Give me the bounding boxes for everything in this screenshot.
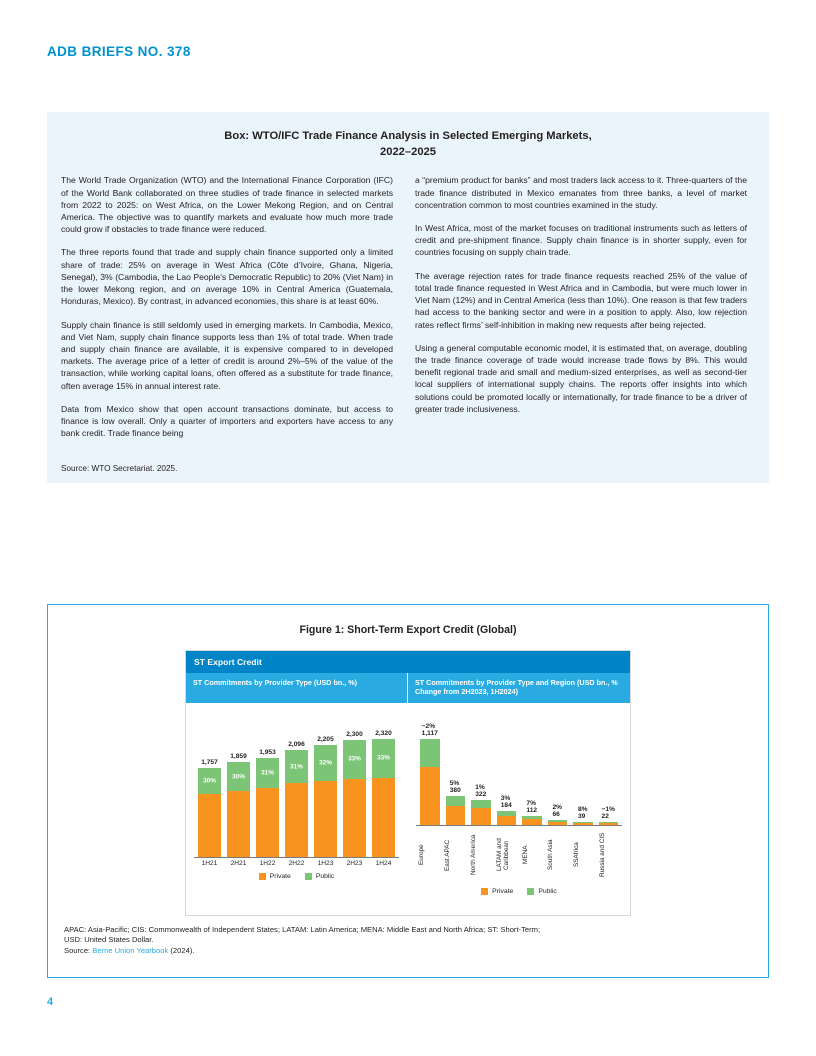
figure-notes-line1: APAC: Asia-Pacific; CIS: Commonwealth of Independent States; LATAM: Latin America; MENA: Middle East and North Africa; ST: Short-Term; bbox=[64, 925, 541, 934]
bar-column bbox=[198, 759, 221, 857]
bar-segment-public bbox=[573, 822, 593, 823]
chart-panel-left-body bbox=[186, 703, 407, 915]
bar-percent-label: 30% bbox=[232, 773, 245, 781]
bar-value-label: 7% 112 bbox=[526, 800, 538, 815]
bar-segment-public bbox=[256, 758, 279, 789]
legend-right bbox=[414, 882, 624, 902]
bar-segment-public bbox=[548, 820, 568, 822]
stacked-bar bbox=[471, 800, 491, 825]
stacked-bar bbox=[420, 739, 440, 825]
box-paragraph: Supply chain finance is still seldomly used in emerging markets. In Cambodia, Mexico, and Viet Nam, supply chain finance supports less than 1% of total trade. When trade and supply chain finance are available, it is expensive compared to in developed markets. The average price of a letter of credit is around 2%–5% of the value of the transaction, while working capital loans, often offered as a substitute for trade finance, often average 15% in annual interest rate. bbox=[61, 319, 393, 391]
bar-value-label: −1% 22 bbox=[601, 806, 615, 820]
chart-panel-right bbox=[408, 673, 630, 915]
chart-panel-right-body bbox=[408, 703, 630, 915]
x-axis-tick-label: 1H23 bbox=[317, 860, 334, 867]
x-axis-tick-label: 1H24 bbox=[375, 860, 392, 867]
bar-value-label: 1,953 bbox=[259, 748, 276, 756]
bar-segment-private bbox=[227, 791, 250, 857]
chart-panels bbox=[186, 673, 630, 915]
bar-segment-private bbox=[256, 788, 279, 857]
bar-segment-public bbox=[420, 739, 440, 766]
stacked-bar bbox=[497, 811, 517, 825]
bar-segment-public bbox=[599, 822, 619, 823]
chart-card bbox=[185, 650, 631, 916]
bar-value-label: 3% 184 bbox=[500, 794, 512, 809]
bar-column bbox=[314, 736, 337, 857]
bar-value-label: 2,205 bbox=[317, 735, 334, 743]
bar-segment-public bbox=[522, 816, 542, 819]
bar-segment-public bbox=[497, 811, 517, 816]
bar-value-label: 1% 322 bbox=[475, 784, 487, 799]
box-paragraph: The three reports found that trade and supply chain finance supported only a limited share of trade: 25% on average in West Africa (Côte d’Ivoire, Ghana, Nigeria, Senegal), 3% (Cambodia, the Lao People’s Democratic Republic) to 20% (Viet Nam) in the lower Mekong region, and on average 10% in Central America (Guatemala, Honduras, Mexico). By contrast, in advanced economies, this share is at least 60%. bbox=[61, 247, 393, 307]
legend-swatch-public-icon bbox=[527, 888, 534, 895]
bar-value-label: 2% 66 bbox=[552, 803, 563, 818]
page-number: 4 bbox=[47, 996, 54, 1008]
x-axis-tick-label: East APAC bbox=[443, 839, 451, 871]
page-header: ADB BRIEFS NO. 378 bbox=[47, 44, 191, 59]
bar-column bbox=[599, 806, 619, 825]
x-axis-tick-label: LATAM and Caribbean bbox=[495, 838, 510, 872]
figure-source-prefix: Source: bbox=[64, 945, 93, 955]
bar-segment-public bbox=[343, 740, 366, 779]
bar-percent-label: 33% bbox=[348, 755, 361, 763]
box-title-line2: 2022–2025 bbox=[380, 146, 436, 159]
x-axis-tick-label: Europe bbox=[418, 844, 425, 866]
bar-column bbox=[256, 749, 279, 857]
bar-segment-private bbox=[573, 823, 593, 825]
bar-column bbox=[446, 780, 466, 825]
x-axis-tick-label: 1H22 bbox=[259, 860, 276, 867]
stacked-bar bbox=[343, 740, 366, 857]
bar-segment-public bbox=[227, 762, 250, 790]
legend-swatch-private-icon bbox=[481, 888, 488, 895]
stacked-bar bbox=[573, 822, 593, 825]
stacked-bar bbox=[548, 820, 568, 825]
bar-column bbox=[420, 723, 440, 825]
x-axis-labels-right bbox=[414, 826, 624, 882]
bar-column bbox=[343, 731, 366, 857]
box-paragraph: Using a general computable economic model, it is estimated that, on average, doubling the trade finance coverage of trade would increase trade flows by 8%. This would benefit regional trade and small and medium-sized enterprises, as well as second-tier local suppliers of international supply chains. The reports offer insights into which solutions could be promoted locally or internationally, for trade finance to be a driver of greater trade inclusiveness. bbox=[415, 342, 747, 414]
x-axis-labels-left bbox=[192, 858, 401, 867]
bar-value-label: 8% 39 bbox=[577, 806, 588, 820]
bar-group-left bbox=[192, 707, 401, 857]
x-axis-tick-label: 2H23 bbox=[346, 860, 363, 867]
bar-column bbox=[522, 800, 542, 825]
bar-value-label: 5% 380 bbox=[449, 779, 461, 794]
figure-title: Figure 1: Short-Term Export Credit (Global) bbox=[299, 624, 517, 636]
bar-segment-private bbox=[198, 794, 221, 857]
bar-column bbox=[372, 730, 395, 857]
x-axis-tick-label: Russia and CIS bbox=[599, 832, 607, 878]
bar-percent-label: 31% bbox=[290, 763, 303, 771]
box-column-right bbox=[415, 174, 747, 450]
bar-column bbox=[471, 784, 491, 825]
bar-segment-public bbox=[446, 796, 466, 806]
legend-left bbox=[192, 867, 401, 887]
bar-segment-private bbox=[522, 819, 542, 825]
bar-segment-private bbox=[314, 781, 337, 857]
legend-label-public: Public bbox=[315, 873, 335, 880]
bar-value-label: 2,096 bbox=[288, 741, 305, 749]
bar-segment-public bbox=[285, 750, 308, 783]
bar-segment-private bbox=[548, 822, 568, 825]
box-title bbox=[61, 128, 755, 160]
bar-segment-private bbox=[372, 778, 395, 857]
bar-segment-private bbox=[420, 767, 440, 826]
bar-value-label: 1,859 bbox=[230, 753, 247, 761]
figure-source-suffix: (2024). bbox=[168, 945, 195, 955]
stacked-bar bbox=[314, 745, 337, 857]
stacked-bar bbox=[227, 762, 250, 857]
bar-percent-label: 30% bbox=[203, 777, 216, 785]
bar-value-label: 2,320 bbox=[375, 730, 392, 737]
bar-value-label: 2,300 bbox=[346, 731, 363, 739]
bar-segment-public bbox=[314, 745, 337, 781]
box-source: Source: WTO Secretariat. 2025. bbox=[61, 464, 178, 474]
legend-item-public bbox=[305, 873, 335, 880]
bar-column bbox=[285, 741, 308, 857]
bar-segment-private bbox=[497, 816, 517, 825]
figure-notes-line2: USD: United States Dollar. bbox=[64, 935, 154, 945]
legend-item-private bbox=[259, 873, 291, 880]
chart-panel-right-header: ST Commitments by Provider Type and Region (USD bn., % Change from 2H2023, 1H2024) bbox=[408, 673, 630, 703]
x-axis-tick-label: 1H21 bbox=[201, 860, 218, 867]
legend-item-private bbox=[481, 888, 513, 895]
bar-column bbox=[227, 753, 250, 857]
chart-panel-left-header: ST Commitments by Provider Type (USD bn., %) bbox=[186, 673, 407, 703]
box-paragraph: The World Trade Organization (WTO) and the International Finance Corporation (IFC) of the World Bank collaborated on three studies of trade finance in selected markets from 2022 to 2025: on West Africa, on the Lower Mekong Region, and on Central America. The objective was to quantify markets and evaluate how much more trade could grow if obstacles to trade finance were reduced. bbox=[61, 175, 393, 235]
legend-label-public: Public bbox=[538, 888, 557, 895]
bar-segment-public bbox=[372, 739, 395, 778]
bar-percent-label: 31% bbox=[261, 769, 274, 777]
box-columns bbox=[61, 174, 755, 450]
box-paragraph: The average rejection rates for trade finance requests reached 25% of the value of total trade finance requested in West Africa and in Cambodia, but were much lower in Viet Nam (12%) and in Central America (less than 10%). One reason is that few traders had access to the banking sector and were in a position to apply. Also, low rejection rates reflect firms’ self-inhibition in making new requests after being rejected. bbox=[415, 270, 747, 330]
chart-panel-left bbox=[186, 673, 408, 915]
legend-swatch-public-icon bbox=[305, 873, 312, 880]
x-axis-tick-label: 2H21 bbox=[230, 860, 247, 867]
bar-column bbox=[497, 795, 517, 825]
legend-label-private: Private bbox=[492, 888, 514, 895]
box-paragraph: In West Africa, most of the market focuses on traditional instruments such as letters of credit and pre-shipment finance. Supply chain finance is in shorter supply, even for countries focusing on supply chain trade. bbox=[415, 223, 747, 258]
x-axis-tick-label: MENA bbox=[521, 845, 529, 865]
figure-source-link[interactable]: Berne Union Yearbook bbox=[92, 945, 169, 955]
bar-segment-private bbox=[285, 783, 308, 857]
bar-column bbox=[548, 804, 568, 825]
legend-swatch-private-icon bbox=[259, 873, 266, 880]
figure-1 bbox=[47, 604, 769, 978]
x-axis-tick-label: 2H22 bbox=[288, 860, 305, 867]
bar-segment-public bbox=[198, 768, 221, 795]
bar-segment-private bbox=[471, 808, 491, 825]
box-paragraph: Data from Mexico show that open account transactions dominate, but access to finance is low overall. Only a quarter of importers and exporters have access to any bank credit. Trade finance being bbox=[61, 403, 393, 439]
x-axis-tick-label: South Asia bbox=[547, 839, 555, 871]
stacked-bar bbox=[285, 750, 308, 857]
bar-value-label: −2% 1,117 bbox=[421, 723, 438, 737]
stacked-bar bbox=[372, 739, 395, 857]
stacked-bar bbox=[198, 768, 221, 857]
legend-label-private: Private bbox=[269, 873, 291, 880]
box-column-left bbox=[61, 174, 393, 450]
chart-card-header: ST Export Credit bbox=[186, 651, 630, 673]
figure-source bbox=[64, 946, 752, 956]
bar-segment-private bbox=[343, 779, 366, 857]
x-axis-tick-label: SSAfrica bbox=[573, 842, 581, 868]
x-axis-tick-label: North America bbox=[469, 834, 477, 876]
bar-percent-label: 32% bbox=[319, 759, 332, 767]
legend-item-public bbox=[527, 888, 557, 895]
bar-column bbox=[573, 806, 593, 825]
bar-group-right bbox=[414, 707, 624, 825]
figure-notes bbox=[64, 925, 752, 956]
stacked-bar bbox=[599, 822, 619, 825]
bar-segment-private bbox=[599, 823, 619, 825]
box-paragraph: a “premium product for banks” and most traders lack access to it. Three-quarters of the trade finance distributed in Mexico emanates from three banks, a level of market concentration common to most countries examined in the study. bbox=[415, 175, 747, 210]
box-title-line1: Box: WTO/IFC Trade Finance Analysis in Selected Emerging Markets, bbox=[224, 130, 592, 142]
bar-segment-private bbox=[446, 806, 466, 825]
stacked-bar bbox=[256, 758, 279, 857]
info-box bbox=[47, 112, 769, 483]
bar-segment-public bbox=[471, 800, 491, 807]
stacked-bar bbox=[522, 816, 542, 825]
stacked-bar bbox=[446, 796, 466, 825]
bar-percent-label: 33% bbox=[377, 754, 390, 762]
bar-value-label: 1,757 bbox=[201, 758, 218, 766]
